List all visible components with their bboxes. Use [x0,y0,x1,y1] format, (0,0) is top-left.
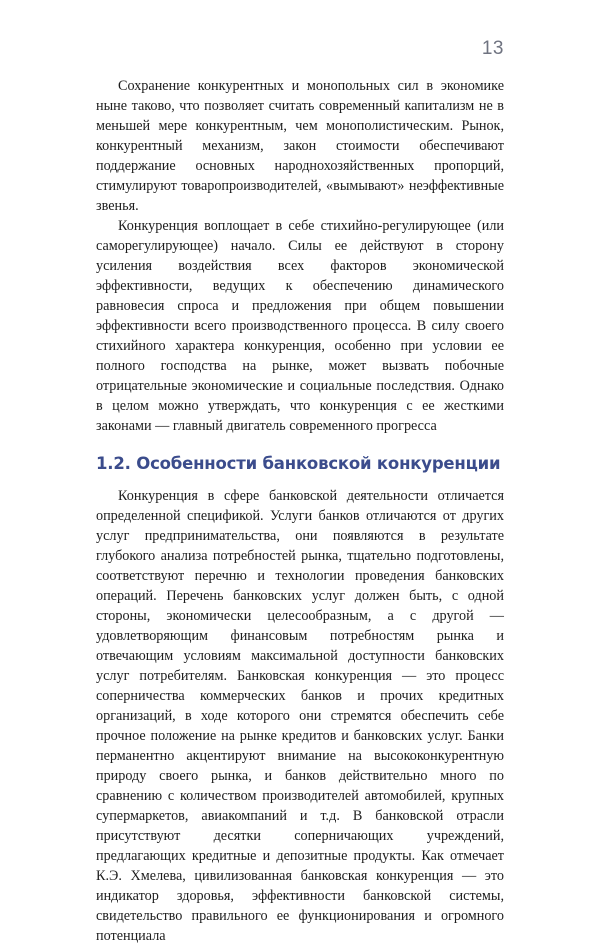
section-heading: 1.2. Особенности банковской конкуренции [96,454,501,473]
page-number: 13 [481,38,504,59]
paragraph-section-1: Конкуренция в сфере банковской деятельности отличается определенной спецификой. Услуги банков отличаются от других услуг предпринимательства, они появляются в результате глубокого анализа потребностей рынка, тщательно подготовлены, соответствуют перечню и технологии проведения банковских операций. Перечень банковских услуг должен быть, с одной стороны, экономически целесообразным, а с другой — удовлетворяющим финансовым потребностям рынка и отвечающим условиям максимальной доступности банковских услуг потребителям. Банковская конкуренция — это процесс соперничества коммерческих банков и прочих кредитных организаций, в ходе которого они стремятся обеспечить себе прочное положение на рынке кредитов и банковских услуг. Банки перманентно акцентируют внимание на высококонкурентную природу своего рынка, и банков действительно много по сравнению с количеством производителей автомобилей, крупных супермаркетов, авиакомпаний и т.д. В банковской отрасли присутствуют десятки соперничающих учреждений, предлагающих кредитные и депозитные продукты. Как отмечает К.Э. Хмелева, цивилизованная банковская конкуренция — это индикатор здоровья, эффективности банковской системы, свидетельство правильного ее функционирования и огромного потенциала [96,488,504,944]
paragraph-intro-2: Конкуренция воплощает в себе стихийно-регулирующее (или саморегулирующее) начало. Силы ее действуют в сторону усиления воздействия всех факторов экономической эффективности, ведущих к обеспечению динамического равновесия спроса и предложения при общем повышении эффективности всего производственного процесса. В силу своего стихийного характера конкуренция, особенно при условии ее полного господства на рынке, может вызвать побочные отрицательные экономические и социальные последствия. Однако в целом можно утверждать, что конкуренция с ее жесткими законами — главный двигатель современного прогресса [96,218,504,434]
document-body [96,76,504,946]
paragraph-intro-1: Сохранение конкурентных и монопольных сил в экономике ныне таково, что позволяет считать современный капитализм не в меньшей мере конкурентным, чем монополистическим. Рынок, конкурентный механизм, закон стоимости обеспечивают поддержание основных народнохозяйственных пропорций, стимулируют товаропроизводителей, «вымывают» неэффективные звенья. [96,78,504,214]
